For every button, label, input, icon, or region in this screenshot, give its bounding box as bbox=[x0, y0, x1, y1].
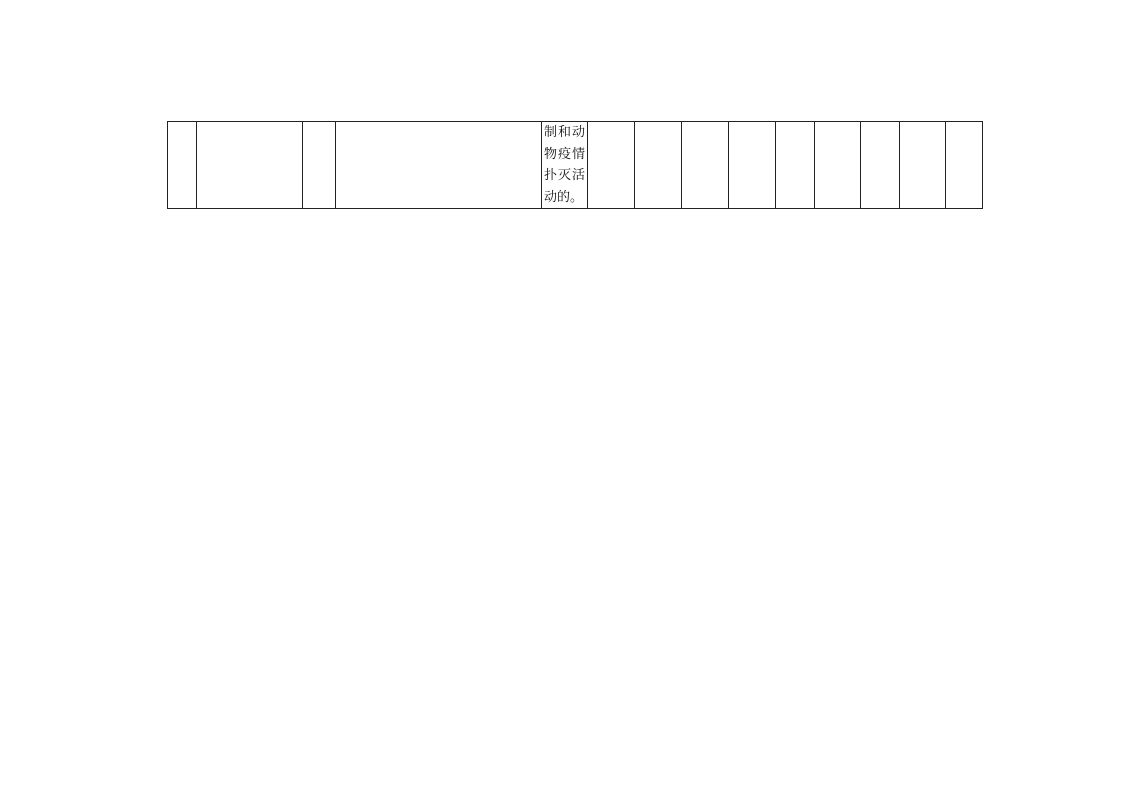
table-row bbox=[168, 122, 1035, 209]
enforcement-table bbox=[167, 121, 1035, 209]
basis-text: 制和动物疫情扑灭活动的。 bbox=[542, 122, 588, 209]
